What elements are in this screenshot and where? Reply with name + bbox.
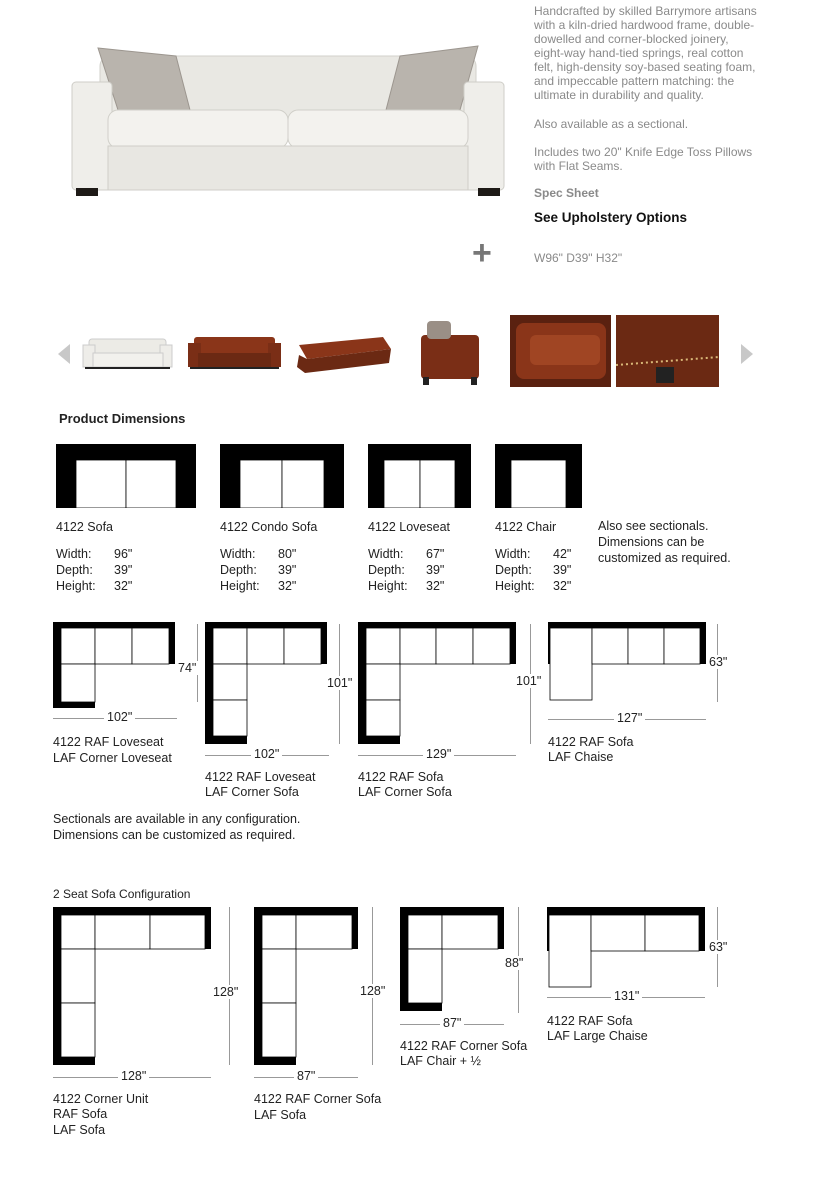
sectional-5-line2: RAF Sofa: [53, 1107, 108, 1121]
sectional-2-height: 101": [324, 676, 355, 690]
sectional-6-height: 128": [357, 984, 388, 998]
height-value: 32": [114, 579, 133, 593]
sectional-1-width: 102": [104, 710, 135, 724]
thumbnail-1[interactable]: [79, 315, 176, 387]
zoom-plus-icon[interactable]: +: [472, 234, 492, 272]
sectional-1-line1: 4122 RAF Loveseat: [53, 735, 164, 749]
width-value: 42": [553, 547, 572, 561]
sectional-5-width: 128": [118, 1069, 149, 1083]
sectional-diagram-8: [547, 907, 707, 989]
two-seat-heading: 2 Seat Sofa Configuration: [53, 887, 191, 901]
height-value: 32": [426, 579, 445, 593]
height-value: 32": [553, 579, 572, 593]
sectional-7-width: 87": [440, 1016, 464, 1030]
sectional-diagram-6: [254, 907, 360, 1067]
sectional-note-line1: Sectionals are available in any configuration.: [53, 812, 301, 826]
height-label: Height:: [220, 579, 260, 593]
product-name-condo-sofa: 4122 Condo Sofa: [220, 520, 318, 534]
sectional-7-line1: 4122 RAF Corner Sofa: [400, 1039, 528, 1053]
sectional-2-line2: LAF Corner Sofa: [205, 785, 299, 799]
sectional-3-line2: LAF Corner Sofa: [358, 785, 452, 799]
width-label: Width:: [56, 547, 92, 561]
sectional-8-height: 63": [706, 940, 730, 954]
gallery-prev-arrow-icon[interactable]: [57, 343, 71, 365]
sectional-diagram-5: [53, 907, 213, 1067]
height-value: 32": [278, 579, 297, 593]
sectional-diagram-7: [400, 907, 506, 1013]
upholstery-options-link[interactable]: See Upholstery Options: [534, 210, 688, 225]
sofa-diagram: [56, 444, 196, 508]
spec-sheet-link[interactable]: Spec Sheet: [534, 186, 599, 200]
dims-loveseat: [368, 546, 444, 594]
width-label: Width:: [368, 547, 404, 561]
sectional-2-line1: 4122 RAF Loveseat: [205, 770, 316, 784]
width-value: 80": [278, 547, 297, 561]
thumbnail-3[interactable]: [293, 315, 393, 387]
thumbnail-2[interactable]: [186, 315, 283, 387]
sectional-3-line1: 4122 RAF Sofa: [358, 770, 444, 784]
depth-value: 39": [553, 563, 572, 577]
thumbnail-4[interactable]: [409, 315, 492, 387]
width-value: 67": [426, 547, 445, 561]
depth-value: 39": [114, 563, 133, 577]
depth-label: Depth:: [56, 563, 93, 577]
also-see-sectionals-note: Also see sectionals. Dimensions can be customized as required.: [598, 519, 731, 565]
chair-diagram: [495, 444, 582, 508]
width-label: Width:: [495, 547, 531, 561]
gallery-next-arrow-icon[interactable]: [740, 343, 754, 365]
sectional-6-line2: LAF Sofa: [254, 1108, 307, 1122]
product-dimensions-heading: Product Dimensions: [59, 411, 186, 426]
craft-description: Handcrafted by skilled Barrymore artisans with a kiln-dried hardwood frame, double-dowelled and corner-blocked joinery, eight-way hand-tied springs, real cotton felt, high-density soy-based seating foam, and impeccable pattern matching: the ultimate in durability and quality.: [534, 4, 757, 102]
condo-sofa-diagram: [220, 444, 344, 508]
depth-value: 39": [278, 563, 297, 577]
main-product-image: [68, 38, 508, 203]
sectional-7-line2: LAF Chair + ½: [400, 1054, 481, 1068]
height-label: Height:: [495, 579, 535, 593]
thumbnail-6[interactable]: [616, 315, 719, 387]
sectional-1-line2: LAF Corner Loveseat: [53, 751, 172, 765]
sectional-4-width: 127": [614, 711, 645, 725]
sectional-4-line2: LAF Chaise: [548, 750, 614, 764]
product-name-sofa: 4122 Sofa: [56, 520, 113, 534]
sectional-8-width: 131": [611, 989, 642, 1003]
pillows-note: Includes two 20" Knife Edge Toss Pillows with Flat Seams.: [534, 145, 753, 173]
sectional-8-line2: LAF Large Chaise: [547, 1029, 648, 1043]
height-label: Height:: [56, 579, 96, 593]
sectional-1-height: 74": [175, 661, 199, 675]
dims-sofa: [56, 546, 132, 594]
sectional-2-width: 102": [251, 747, 282, 761]
sectional-6-width: 87": [294, 1069, 318, 1083]
product-name-chair: 4122 Chair: [495, 520, 557, 534]
dims-condo-sofa: [220, 546, 296, 594]
loveseat-diagram: [368, 444, 471, 508]
sectional-4-height: 63": [706, 655, 730, 669]
width-value: 96": [114, 547, 133, 561]
depth-label: Depth:: [495, 563, 532, 577]
sectional-5-line3: LAF Sofa: [53, 1123, 106, 1137]
depth-label: Depth:: [220, 563, 257, 577]
sectional-diagram-3: [358, 622, 518, 744]
dims-chair: [495, 546, 571, 594]
width-label: Width:: [220, 547, 256, 561]
sectional-4-line1: 4122 RAF Sofa: [548, 735, 634, 749]
sectional-availability: Also available as a sectional.: [534, 117, 689, 131]
dimensions-summary: W96" D39" H32": [534, 251, 623, 265]
sectional-8-line1: 4122 RAF Sofa: [547, 1014, 633, 1028]
sectional-note-line2: Dimensions can be customized as required.: [53, 828, 296, 842]
sectional-diagram-1: [53, 622, 177, 708]
depth-value: 39": [426, 563, 445, 577]
sectional-7-height: 88": [502, 956, 526, 970]
sectional-diagram-2: [205, 622, 329, 744]
sectional-3-width: 129": [423, 747, 454, 761]
sectional-diagram-4: [548, 622, 708, 702]
sectional-5-line1: 4122 Corner Unit: [53, 1092, 149, 1106]
depth-label: Depth:: [368, 563, 405, 577]
sectional-5-height: 128": [210, 985, 241, 999]
product-name-loveseat: 4122 Loveseat: [368, 520, 451, 534]
sectional-3-height: 101": [513, 674, 544, 688]
thumbnail-5[interactable]: [510, 315, 611, 387]
sectional-6-line1: 4122 RAF Corner Sofa: [254, 1092, 382, 1106]
height-label: Height:: [368, 579, 408, 593]
